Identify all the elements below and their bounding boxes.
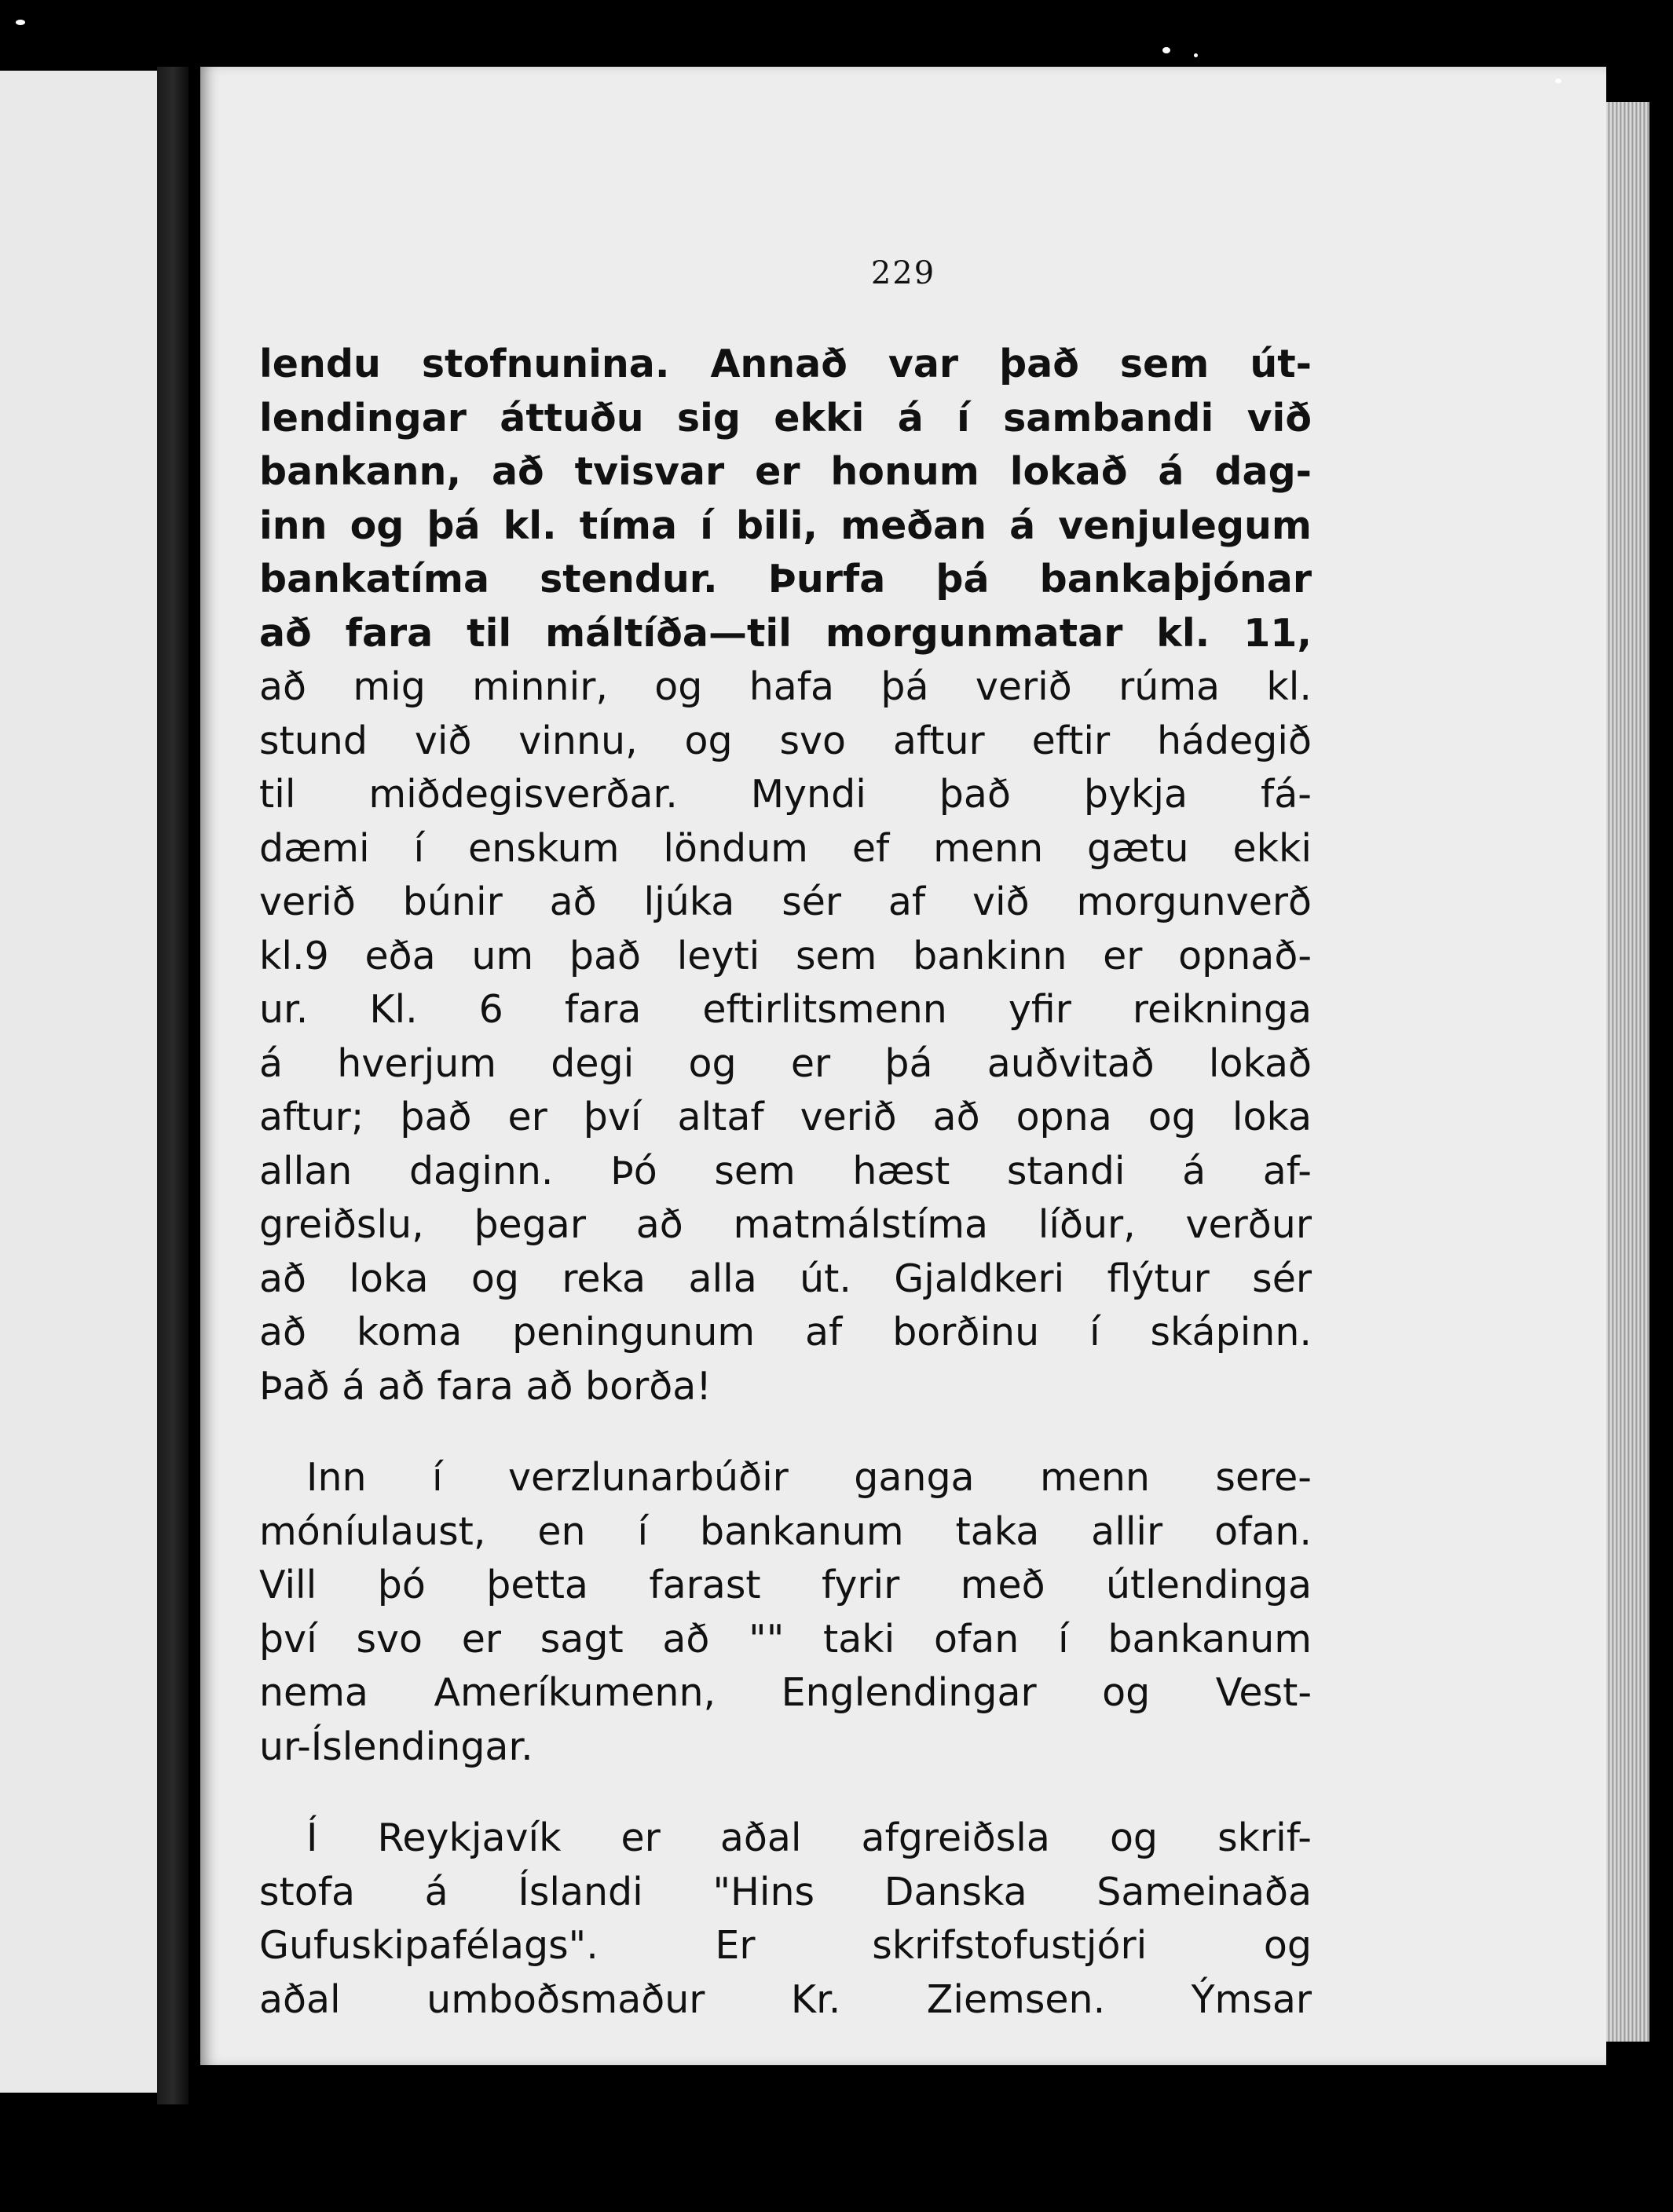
text-line: bankatíma stendur. Þurfa þá bankaþjónar xyxy=(259,557,1312,601)
book-gutter xyxy=(157,67,189,2104)
text-line: Það á að fara að borða! xyxy=(259,1363,712,1409)
paragraph-3 xyxy=(259,1812,1312,2027)
scan-speck xyxy=(16,20,25,25)
text-line: aftur; það er því altaf verið að opna og loka xyxy=(259,1095,1312,1139)
page-number: 229 xyxy=(870,255,936,291)
text-line: stofa á Íslandi "Hins Danska Sameinaða xyxy=(259,1869,1312,1914)
text-line: allan daginn. Þó sem hæst standi á af- xyxy=(259,1148,1312,1194)
paragraph-2 xyxy=(259,1451,1312,1774)
left-page-edge xyxy=(0,71,166,2093)
text-line: verið búnir að ljúka sér af við morgunverð xyxy=(259,879,1312,924)
text-line: Gufuskipafélags". Er skrifstofustjóri og xyxy=(259,1923,1312,1968)
text-line: kl.9 eða um það leyti sem bankinn er opnað- xyxy=(259,933,1312,978)
text-line: lendu stofnunina. Annað var það sem út- xyxy=(259,342,1312,386)
text-line: greiðslu, þegar að matmálstíma líður, verður xyxy=(259,1202,1312,1247)
text-line: bankann, að tvisvar er honum lokað á dag- xyxy=(259,449,1312,494)
text-line: ur. Kl. 6 fara eftirlitsmenn yfir reikninga xyxy=(259,987,1312,1032)
text-line: aðal umboðsmaður Kr. Ziemsen. Ýmsar xyxy=(259,1976,1312,2022)
text-line: á hverjum degi og er þá auðvitað lokað xyxy=(259,1040,1312,1086)
paragraph-1 xyxy=(259,338,1312,1413)
text-line: til miðdegisverðar. Myndi það þykja fá- xyxy=(259,772,1312,817)
text-line: að fara til máltíða—til morgunmatar kl. 11, xyxy=(259,610,1312,656)
text-line: að loka og reka alla út. Gjaldkeri flýtur sér xyxy=(259,1256,1312,1301)
scan-speck xyxy=(1555,79,1561,83)
text-line: stund við vinnu, og svo aftur eftir hádegið xyxy=(259,718,1312,763)
text-line: nema Ameríkumenn, Englendingar og Vest- xyxy=(259,1670,1312,1715)
scan-speck xyxy=(1162,47,1170,53)
text-line: dæmi í enskum löndum ef menn gætu ekki xyxy=(259,825,1312,871)
text-line: Inn í verzlunarbúðir ganga menn sere- xyxy=(306,1455,1312,1500)
text-line: að mig minnir, og hafa þá verið rúma kl. xyxy=(259,664,1312,709)
text-line: móníulaust, en í bankanum taka allir ofan. xyxy=(259,1508,1312,1554)
text-line: lendingar áttuðu sig ekki á í sambandi við xyxy=(259,395,1312,441)
body-text xyxy=(259,338,1312,2027)
scan-speck xyxy=(1194,53,1198,57)
text-line: ur-Íslendingar. xyxy=(259,1724,533,1769)
text-line: Vill þó þetta farast fyrir með útlendinga xyxy=(259,1563,1312,1607)
text-line: að koma peningunum af borðinu í skápinn. xyxy=(259,1310,1312,1355)
text-line: því svo er sagt að "" taki ofan í bankanum xyxy=(259,1616,1312,1662)
text-line: inn og þá kl. tíma í bili, meðan á venjulegum xyxy=(259,503,1312,548)
text-line: Í Reykjavík er aðal afgreiðsla og skrif- xyxy=(306,1815,1312,1860)
